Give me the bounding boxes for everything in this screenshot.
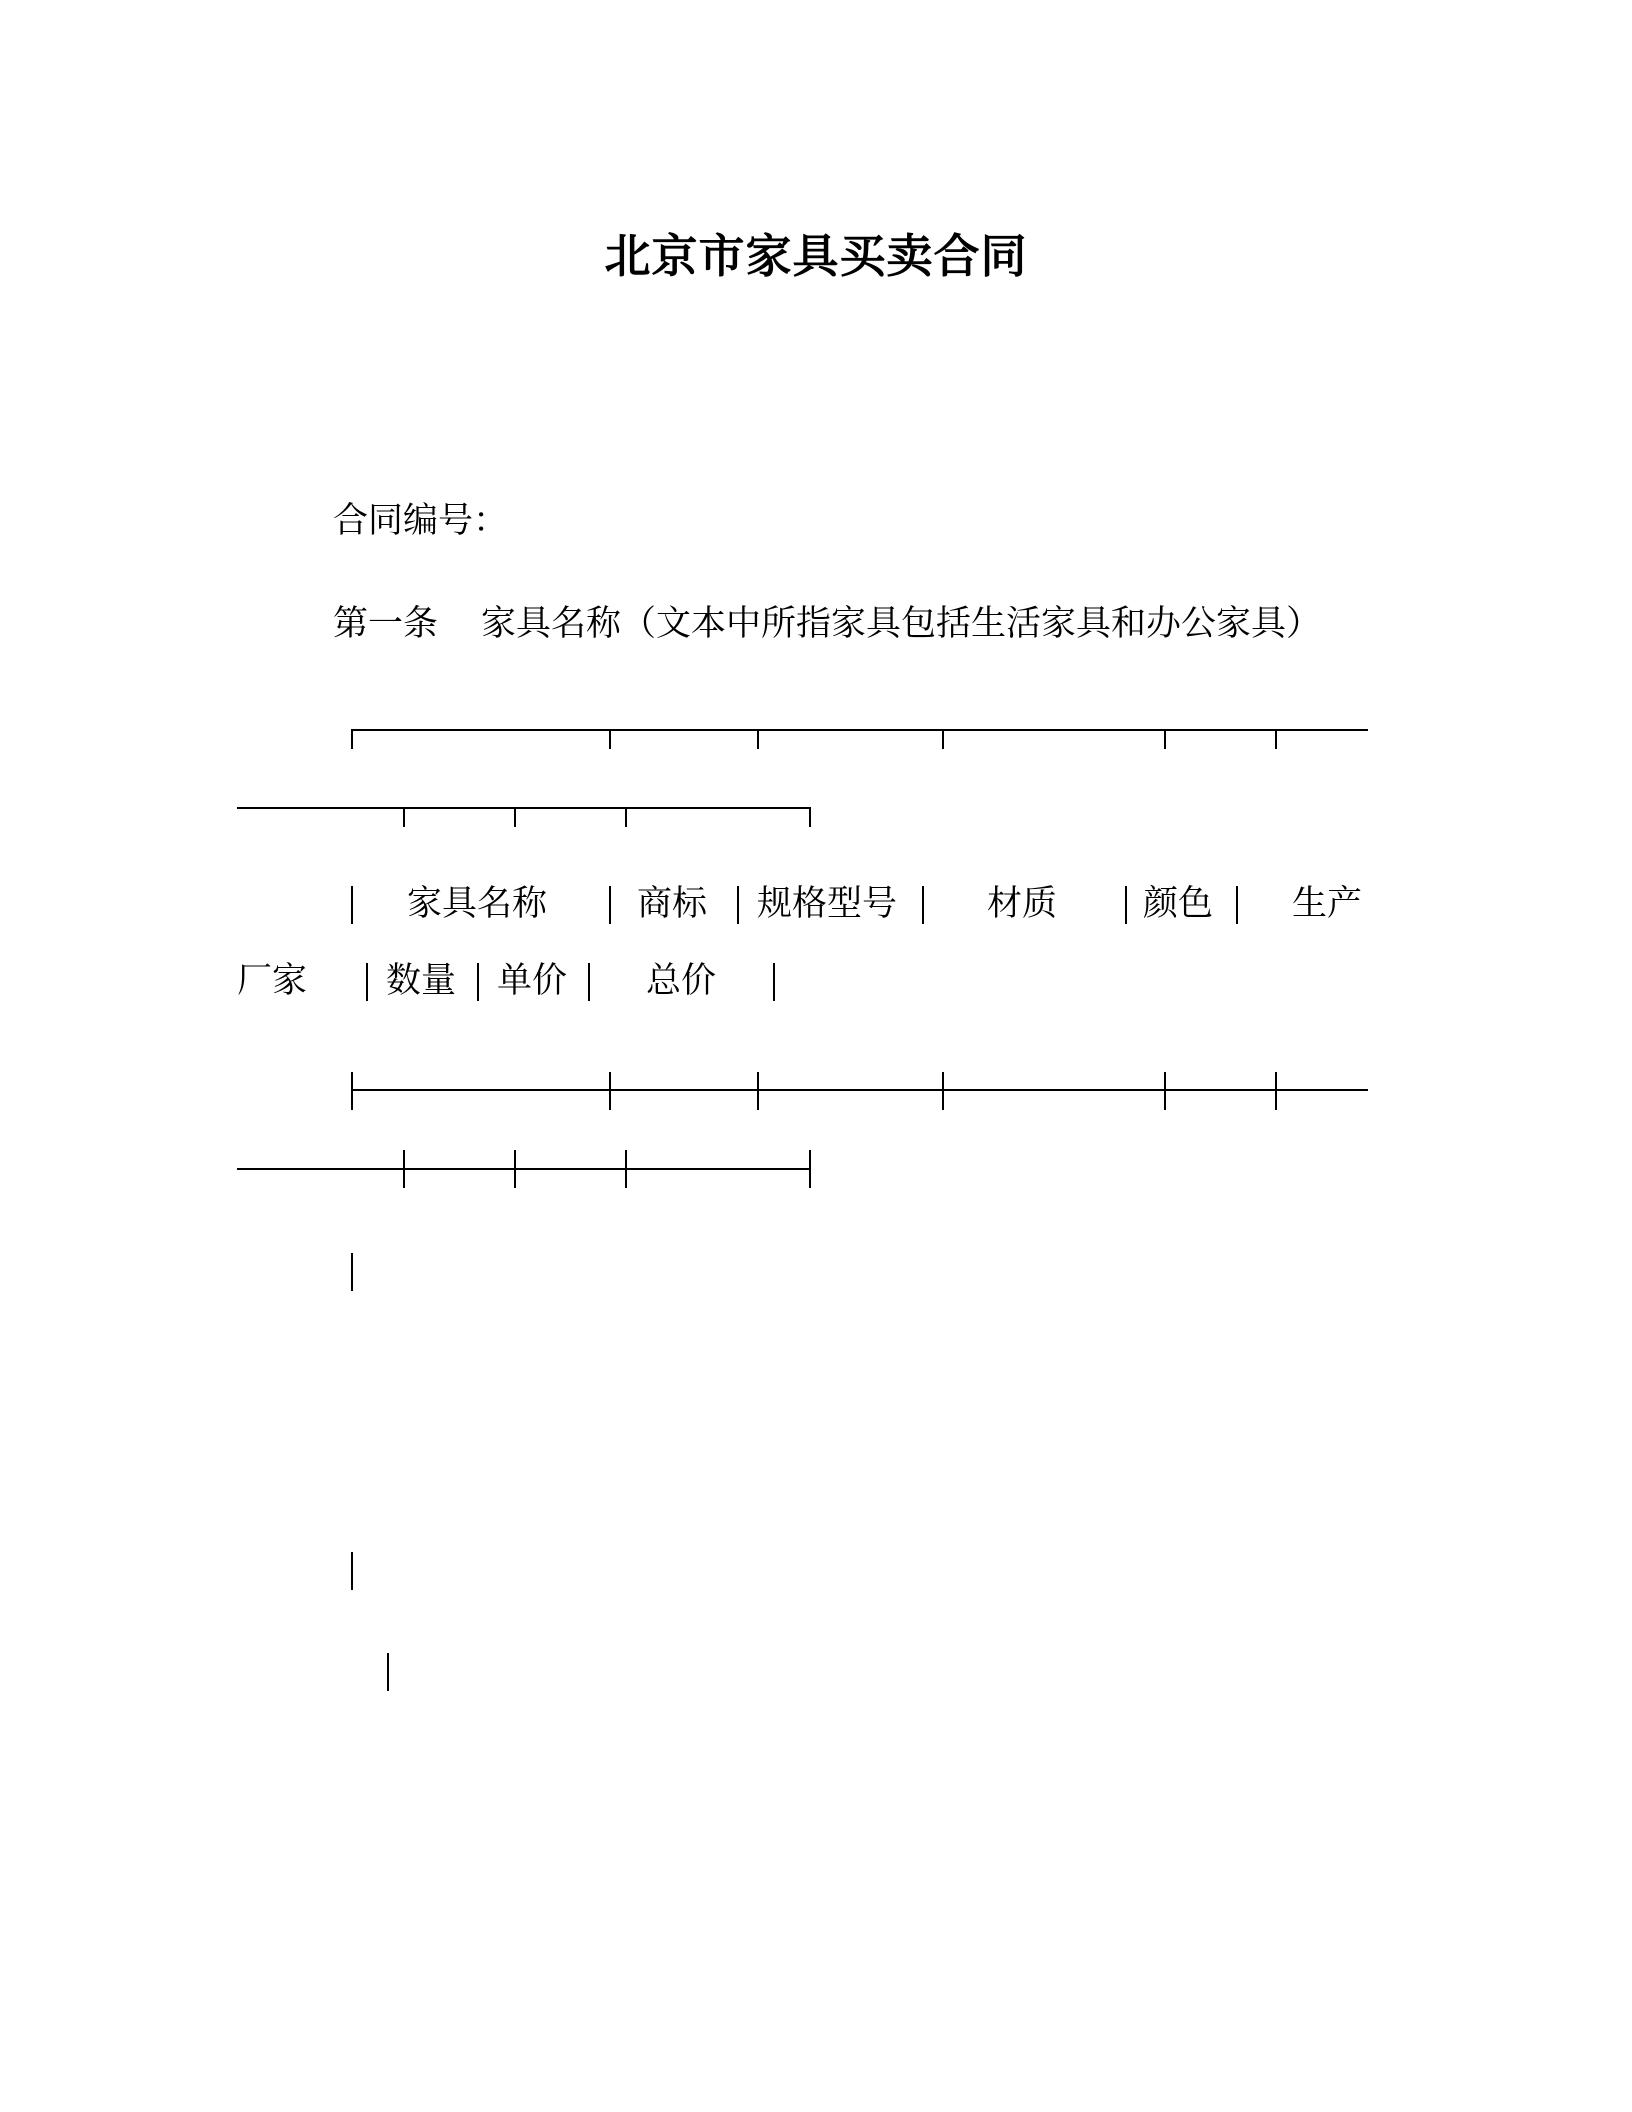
- table-tick: [403, 807, 405, 827]
- column-header-quantity: 数量: [386, 961, 457, 1001]
- table-tick: [514, 1150, 516, 1188]
- column-header-manufacturer-part2: 厂家: [237, 961, 308, 1001]
- table-tick: [514, 807, 516, 827]
- column-header-trademark: 商标: [637, 884, 708, 924]
- cell-separator: [351, 886, 353, 924]
- table-tick: [1275, 729, 1277, 749]
- cell-separator: [366, 963, 368, 1001]
- table-tick: [351, 1072, 353, 1110]
- column-header-furniture-name: 家具名称: [407, 884, 548, 924]
- table-tick: [942, 729, 944, 749]
- table-tick: [1164, 729, 1166, 749]
- column-header-unit-price: 单价: [497, 961, 568, 1001]
- table-tick: [942, 1072, 944, 1110]
- table-rule: [237, 1168, 810, 1170]
- column-header-material: 材质: [987, 884, 1058, 924]
- table-tick: [1164, 1072, 1166, 1110]
- cell-separator: [477, 963, 479, 1001]
- cell-separator: [588, 963, 590, 1001]
- cell-separator: [737, 886, 739, 924]
- table-tick: [757, 1072, 759, 1110]
- table-tick: [609, 729, 611, 749]
- column-header-manufacturer-part1: 生产: [1292, 884, 1363, 924]
- cell-separator: [1236, 886, 1238, 924]
- table-tick: [625, 1150, 627, 1188]
- table-rule: [351, 729, 1368, 731]
- column-header-model: 规格型号: [757, 884, 898, 924]
- table-tick: [403, 1150, 405, 1188]
- article-1-heading: 第一条: [333, 604, 439, 644]
- table-tick: [809, 1150, 811, 1188]
- document-title: 北京市家具买卖合同: [604, 229, 1028, 283]
- table-tick: [1275, 1072, 1277, 1110]
- table-tick: [757, 729, 759, 749]
- table-rule: [237, 807, 810, 809]
- cell-separator: [609, 886, 611, 924]
- table-rule: [351, 1089, 1368, 1091]
- cell-separator: [351, 1253, 353, 1291]
- table-tick: [609, 1072, 611, 1110]
- cell-separator: [387, 1653, 389, 1691]
- table-tick: [809, 807, 811, 827]
- column-header-color: 颜色: [1143, 884, 1214, 924]
- table-tick: [625, 807, 627, 827]
- cell-separator: [922, 886, 924, 924]
- cell-separator: [351, 1552, 353, 1590]
- contract-number-label: 合同编号：: [333, 501, 509, 541]
- table-tick: [351, 729, 353, 749]
- column-header-total-price: 总价: [646, 961, 717, 1001]
- cell-separator: [773, 963, 775, 1001]
- cell-separator: [1125, 886, 1127, 924]
- article-1-text: 家具名称（文本中所指家具包括生活家具和办公家具）: [481, 604, 1322, 644]
